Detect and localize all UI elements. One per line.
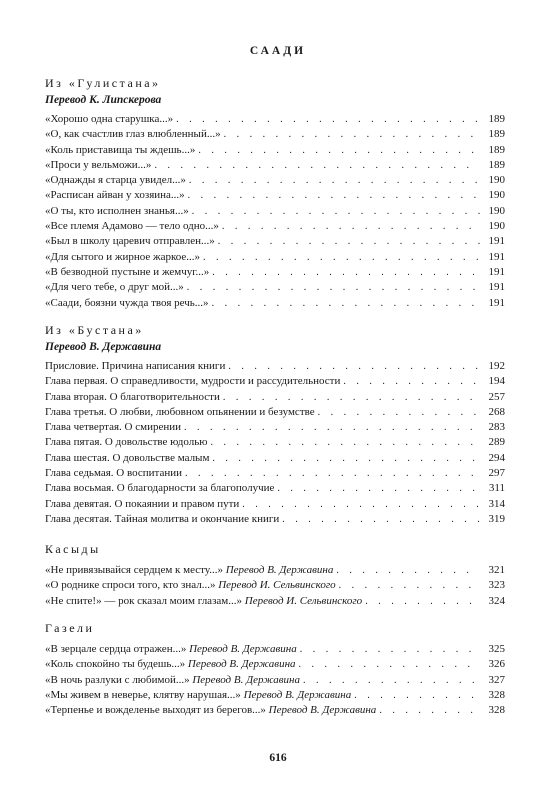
- toc-entry: [45, 112, 505, 127]
- section-kasydy: [45, 542, 505, 609]
- entry-text: Глава восьмая. О благодарности за благополучие: [45, 482, 275, 495]
- toc-entry: [45, 143, 505, 158]
- toc-entry: [45, 296, 505, 311]
- dot-leader: [336, 563, 480, 578]
- entry-text: «В зерцале сердца отражен...»: [45, 643, 187, 655]
- toc-entry: [45, 578, 505, 593]
- entry-text: «Не спите!» — рок сказал моим глазам...»: [45, 594, 243, 607]
- toc-entry: [45, 703, 505, 718]
- entry-text: «Хорошо одна старушка...»: [45, 113, 174, 125]
- entry-text: «Саади, боязни чужда твоя речь...»: [45, 296, 209, 309]
- entry-text: «Коль спокойно ты будешь...»: [45, 658, 186, 671]
- entry-text: Глава третья. О любви, любовном опьянении и безумстве: [45, 405, 315, 418]
- toc-entry: [45, 390, 505, 405]
- dot-leader: [188, 188, 480, 203]
- entry-text: «В ночь разлуки с любимой...»: [45, 673, 190, 686]
- toc-entry: [45, 435, 505, 450]
- section-title: Из «Гулистана»: [45, 76, 161, 90]
- section-translator: Перевод В. Державина: [45, 341, 162, 353]
- entry-page: 191: [488, 281, 505, 294]
- dot-leader: [339, 578, 480, 593]
- toc-entry: [45, 594, 505, 609]
- page-number: 616: [269, 752, 287, 764]
- entry-translator: Перевод И. Сельвинского: [244, 594, 363, 607]
- toc-entry: [45, 219, 505, 234]
- entry-page: 190: [488, 220, 505, 233]
- toc-entry: [45, 657, 505, 672]
- dot-leader: [299, 657, 480, 672]
- entry-translator: Перевод В. Державина: [268, 704, 377, 717]
- entry-text: «Для чего тебе, о друг мой...»: [45, 281, 184, 294]
- entry-text: «Для сытого и жирное жаркое...»: [45, 250, 201, 263]
- entry-page: 314: [488, 497, 505, 510]
- section-title: Газели: [45, 621, 95, 635]
- entry-title: [45, 158, 151, 173]
- toc-entry: [45, 173, 505, 188]
- toc-entry: [45, 359, 505, 374]
- dot-leader: [354, 688, 480, 703]
- dot-leader: [318, 405, 480, 420]
- entry-title: [45, 594, 362, 609]
- entry-text: Глава вторая. О благотворительности: [45, 390, 220, 403]
- entry-text: «О ты, кто исполнен знанья...»: [45, 204, 189, 217]
- entry-text: «Мы живем в неверье, клятву нарушая...»: [45, 688, 241, 701]
- entry-title: [45, 188, 185, 203]
- dot-leader: [185, 466, 480, 481]
- entry-text: Глава десятая. Тайная молитва и окончание книги: [45, 512, 280, 525]
- entry-title: [45, 204, 189, 219]
- entry-page: 257: [488, 390, 505, 403]
- dot-leader: [192, 204, 480, 219]
- entry-text: Глава четвертая. О смирении: [45, 421, 182, 434]
- entry-text: Глава шестая. О довольстве малым: [45, 451, 210, 464]
- toc-entry: [45, 127, 505, 142]
- entry-title: [45, 451, 209, 466]
- toc-entry: [45, 250, 505, 265]
- entry-page: 319: [488, 512, 505, 525]
- entry-title: [45, 127, 221, 142]
- entry-text: «Был в школу царевич отправлен...»: [45, 235, 215, 248]
- entry-page: 328: [488, 688, 505, 701]
- entry-title: [45, 296, 209, 311]
- toc-entry: [45, 466, 505, 481]
- entry-title: [45, 420, 181, 435]
- section-gazeli: [45, 621, 505, 718]
- entry-text: Глава первая. О справедливости, мудрости и рассудительности: [45, 375, 341, 388]
- entry-title: [45, 390, 220, 405]
- entry-page: 189: [488, 113, 505, 125]
- entry-title: [45, 688, 351, 703]
- toc-entry: [45, 420, 505, 435]
- entry-title: [45, 112, 173, 127]
- entry-page: 189: [488, 158, 505, 171]
- entry-page: 189: [488, 143, 505, 156]
- dot-leader: [343, 374, 480, 389]
- entry-page: 283: [488, 421, 505, 434]
- entry-text: «Однажды я старца увидел...»: [45, 174, 186, 187]
- entry-page: 327: [488, 673, 505, 686]
- entry-page: 289: [488, 436, 505, 449]
- entry-translator: Перевод В. Державина: [189, 643, 297, 655]
- entry-title: [45, 280, 184, 295]
- toc-entry: [45, 188, 505, 203]
- dot-leader: [184, 420, 480, 435]
- entry-title: [45, 642, 297, 657]
- entry-title: [45, 481, 274, 496]
- entry-page: 321: [488, 564, 505, 576]
- entry-title: [45, 703, 376, 718]
- entry-title: [45, 250, 200, 265]
- entry-translator: Перевод В. Державина: [243, 688, 352, 701]
- entry-page: 326: [488, 658, 505, 671]
- entry-title: [45, 265, 209, 280]
- section-title: Из «Бустана»: [45, 323, 144, 337]
- toc-entry: [45, 158, 505, 173]
- entry-text: «Проси у вельможи...»: [45, 158, 152, 171]
- toc-entry: [45, 405, 505, 420]
- toc-entry: [45, 642, 505, 657]
- entry-text: «Не привязывайся сердцем к месту...»: [45, 564, 223, 576]
- entry-page: 328: [488, 704, 505, 717]
- dot-leader: [282, 512, 480, 527]
- dot-leader: [223, 390, 480, 405]
- entry-title: [45, 374, 340, 389]
- section-gulistan: [45, 76, 505, 311]
- toc-entry: [45, 563, 505, 578]
- dot-leader: [303, 673, 480, 688]
- entry-page: 325: [488, 643, 505, 655]
- dot-leader: [222, 219, 480, 234]
- entry-page: 191: [488, 235, 505, 248]
- dot-leader: [379, 703, 480, 718]
- entry-page: 194: [488, 375, 505, 388]
- entry-page: 191: [488, 296, 505, 309]
- toc-entry: [45, 688, 505, 703]
- dot-leader: [176, 112, 480, 127]
- toc-list: [45, 563, 505, 609]
- entry-title: [45, 578, 336, 593]
- entry-title: [45, 405, 315, 420]
- entry-title: [45, 563, 333, 578]
- entry-text: «Терпенье и вожделенье выходят из берегов...»: [45, 704, 266, 717]
- entry-title: [45, 512, 279, 527]
- entry-text: «О роднике спроси того, кто знал...»: [45, 579, 216, 592]
- entry-text: «Все племя Адамово — тело одно...»: [45, 220, 219, 233]
- section-title: Касыды: [45, 542, 101, 556]
- entry-page: 190: [488, 174, 505, 187]
- toc-list: [45, 112, 505, 311]
- entry-text: «Расписан айван у хозяина...»: [45, 189, 185, 202]
- entry-title: [45, 435, 207, 450]
- dot-leader: [365, 594, 480, 609]
- toc-entry: [45, 234, 505, 249]
- toc-entry: [45, 374, 505, 389]
- entry-page: 190: [488, 204, 505, 217]
- toc-entry: [45, 512, 505, 527]
- toc-entry: [45, 451, 505, 466]
- dot-leader: [228, 359, 480, 374]
- entry-page: 191: [488, 250, 505, 263]
- dot-leader: [154, 158, 480, 173]
- dot-leader: [242, 497, 480, 512]
- entry-title: [45, 466, 182, 481]
- entry-text: Глава девятая. О покаянии и правом пути: [45, 497, 240, 510]
- entry-translator: Перевод В. Державина: [192, 673, 301, 686]
- entry-page: 190: [488, 189, 505, 202]
- entry-page: 191: [488, 265, 505, 278]
- entry-title: [45, 143, 195, 158]
- section-bustan: [45, 323, 505, 527]
- entry-translator: Перевод В. Державина: [187, 658, 296, 671]
- entry-page: 297: [488, 467, 505, 480]
- entry-title: [45, 359, 225, 374]
- entry-page: 189: [488, 128, 505, 141]
- dot-leader: [189, 173, 480, 188]
- entry-title: [45, 657, 296, 672]
- entry-page: 323: [488, 579, 505, 592]
- dot-leader: [277, 481, 480, 496]
- entry-page: 268: [488, 405, 505, 418]
- entry-text: Присловие. Причина написания книги: [45, 360, 226, 372]
- dot-leader: [198, 143, 480, 158]
- section-translator: Перевод К. Липскерова: [45, 94, 162, 106]
- author-heading: СААДИ: [249, 45, 307, 57]
- dot-leader: [187, 280, 480, 295]
- entry-text: «В безводной пустыне и жемчуг...»: [45, 265, 210, 278]
- toc-entry: [45, 265, 505, 280]
- toc-entry: [45, 280, 505, 295]
- entry-page: 311: [488, 482, 505, 495]
- entry-text: Глава пятая. О довольстве юдолью: [45, 436, 208, 449]
- toc-entry: [45, 204, 505, 219]
- dot-leader: [203, 250, 480, 265]
- entry-title: [45, 219, 219, 234]
- entry-title: [45, 173, 186, 188]
- entry-title: [45, 673, 300, 688]
- toc-entry: [45, 673, 505, 688]
- toc-list: [45, 642, 505, 718]
- toc-list: [45, 359, 505, 527]
- dot-leader: [218, 234, 480, 249]
- entry-page: 294: [488, 451, 505, 464]
- entry-page: 192: [488, 360, 505, 372]
- dot-leader: [212, 265, 480, 280]
- entry-text: Глава седьмая. О воспитании: [45, 467, 183, 480]
- entry-translator: Перевод И. Сельвинского: [218, 579, 336, 592]
- dot-leader: [212, 451, 480, 466]
- entry-title: [45, 234, 215, 249]
- dot-leader: [224, 127, 480, 142]
- toc-entry: [45, 481, 505, 496]
- dot-leader: [212, 296, 480, 311]
- entry-translator: Перевод В. Державина: [225, 564, 334, 576]
- entry-title: [45, 497, 239, 512]
- entry-text: «О, как счастлив глаз влюбленный...»: [45, 128, 221, 141]
- entry-text: «Коль приставища ты ждешь...»: [45, 143, 196, 156]
- dot-leader: [300, 642, 480, 657]
- dot-leader: [210, 435, 480, 450]
- toc-entry: [45, 497, 505, 512]
- entry-page: 324: [488, 594, 505, 607]
